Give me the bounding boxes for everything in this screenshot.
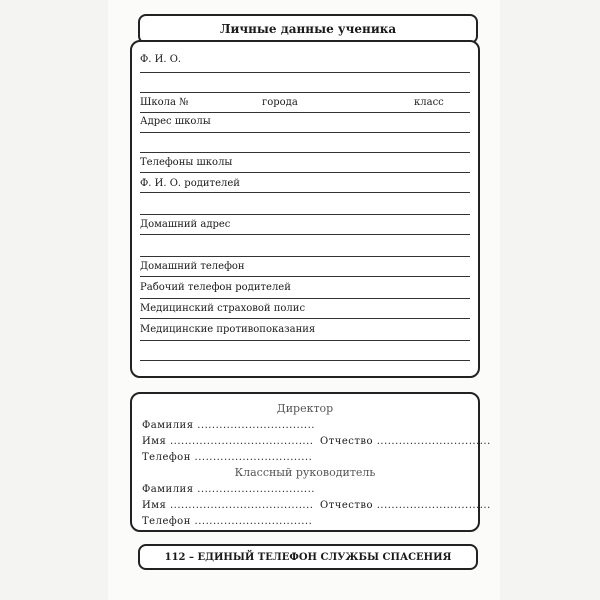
teacher-patronymic: Отчество ............................... (320, 500, 491, 511)
insurance-line (140, 318, 470, 319)
fio-line-2 (140, 92, 470, 93)
contraindications-line-2 (140, 360, 470, 361)
contraindications-label: Медицинские противопоказания (140, 324, 316, 335)
school-line (140, 112, 470, 113)
fio-line-1 (140, 72, 470, 73)
home-address-line-1 (140, 234, 470, 235)
class-label: класс (414, 97, 444, 108)
teacher-surname: Фамилия ................................ (142, 484, 315, 495)
director-surname: Фамилия ................................ (142, 420, 315, 431)
parents-fio-label: Ф. И. О. родителей (140, 178, 240, 189)
teacher-name: Имя ....................................... (142, 500, 314, 511)
emergency-text: 112 – ЕДИНЫЙ ТЕЛЕФОН СЛУЖБЫ СПАСЕНИЯ (164, 551, 452, 563)
director-patronymic: Отчество ............................... (320, 436, 491, 447)
contraindications-line-1 (140, 340, 470, 341)
school-address-line-2 (140, 152, 470, 153)
home-address-label: Домашний адрес (140, 219, 231, 230)
diary-page (108, 0, 500, 600)
page-title-text: Личные данные ученика (219, 22, 397, 36)
director-phone: Телефон ................................ (142, 452, 313, 463)
director-name: Имя ....................................... (142, 436, 314, 447)
school-phones-line (140, 172, 470, 173)
school-phones-label: Телефоны школы (140, 157, 233, 168)
fio-label: Ф. И. О. (140, 54, 182, 65)
school-no-label: Школа № (140, 97, 189, 108)
home-phone-line (140, 276, 470, 277)
school-address-line-1 (140, 132, 470, 133)
student-data-form (130, 40, 480, 378)
parents-fio-line-2 (140, 214, 470, 215)
emergency-banner (138, 544, 478, 570)
teacher-heading: Классный руководитель (234, 466, 376, 479)
parents-work-phone-label: Рабочий телефон родителей (140, 282, 291, 293)
parents-work-phone-line (140, 298, 470, 299)
insurance-label: Медицинский страховой полис (140, 303, 306, 314)
home-address-line-2 (140, 256, 470, 257)
director-heading: Директор (276, 402, 334, 415)
city-label: города (262, 97, 298, 108)
school-address-label: Адрес школы (140, 116, 211, 127)
parents-fio-line-1 (140, 192, 470, 193)
teacher-phone: Телефон ................................ (142, 516, 313, 527)
home-phone-label: Домашний телефон (140, 261, 245, 272)
contacts-box (130, 392, 491, 532)
